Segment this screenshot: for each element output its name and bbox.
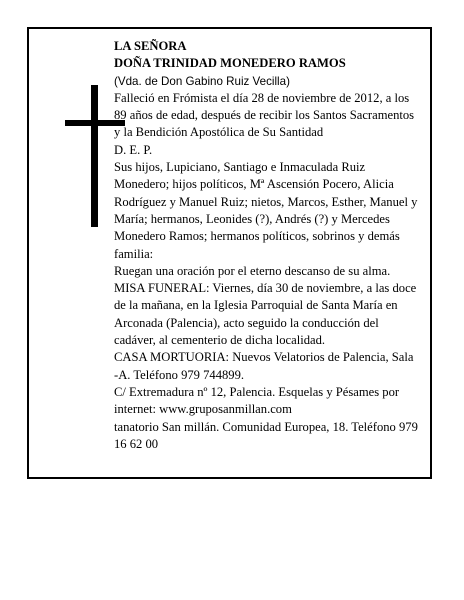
rip-text: D. E. P. <box>114 142 153 157</box>
obituary-text <box>114 38 420 453</box>
death-statement: Falleció en Frómista el día 28 de noviembre de 2012, a los 89 años de edad, después de recibir los Santos Sacramentos y la Bendición Apostólica de Su Santidad <box>114 90 415 140</box>
mortuary-info: CASA MORTUORIA: Nuevos Velatorios de Palencia, Sala -A. Teléfono 979 744899. <box>114 350 414 382</box>
family-list: Sus hijos, Lupiciano, Santiago e Inmaculada Ruiz Monedero; hijos políticos, Mª Ascensión Pocero, Alicia Rodríguez y Manuel Ruiz; nietos, Marcos, Esther, Manuel y María; hermanos, Leonides (?), Andrés (?) y Mercedes Monedero Ramos; hermanos políticos, sobrinos y demás familia: <box>114 160 418 261</box>
prayer-request: Ruegan una oración por el eterno descanso de su alma. <box>114 263 391 278</box>
cross-vertical-bar <box>91 85 98 227</box>
widow-note: (Vda. de Don Gabino Ruiz Vecilla) <box>114 74 290 88</box>
funeral-info: MISA FUNERAL: Viernes, día 30 de noviembre, a las doce de la mañana, en la Iglesia Parroquial de Santa María en Arconada (Palencia), acto seguido la conducción del cadáver, al cementerio de dicha localidad. <box>114 281 417 348</box>
notice-title: LA SEÑORA <box>114 39 187 53</box>
deceased-name: DOÑA TRINIDAD MONEDERO RAMOS <box>114 56 346 71</box>
tanatorio-info: tanatorio San millán. Comunidad Europea, 18. Teléfono 979 16 62 00 <box>114 419 418 451</box>
address-info: C/ Extremadura nº 12, Palencia. Esquelas y Pésames por internet: www.gruposanmillan.com <box>114 384 400 417</box>
